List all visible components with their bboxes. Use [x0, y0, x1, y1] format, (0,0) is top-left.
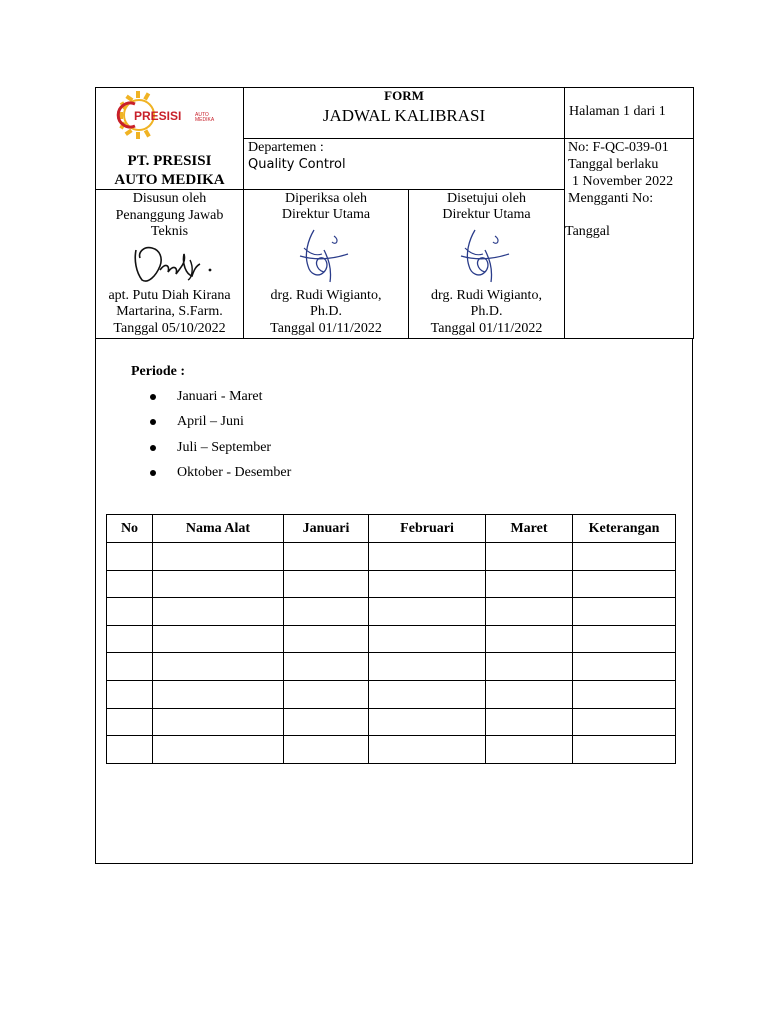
- periode-label: Periode :: [131, 364, 186, 379]
- divider: [243, 138, 694, 139]
- approval-date: Tanggal 01/11/2022: [270, 321, 382, 336]
- table-cell: [486, 570, 573, 598]
- approver-name: Martarina, S.Farm.: [116, 304, 223, 319]
- approval-date: Tanggal 05/10/2022: [113, 321, 226, 336]
- bullet-icon: [150, 394, 156, 400]
- bullet-icon: [150, 470, 156, 476]
- table-cell: [573, 680, 676, 708]
- approval-role: Direktur Utama: [442, 207, 531, 222]
- table-cell: [284, 625, 369, 653]
- table-cell: [369, 680, 486, 708]
- table-cell: [369, 598, 486, 626]
- divider: [95, 189, 565, 190]
- table-cell: [284, 598, 369, 626]
- table-row: [107, 598, 676, 626]
- signature-image: [296, 226, 352, 284]
- table-cell: [153, 708, 284, 736]
- table-cell: [486, 543, 573, 571]
- list-item: April – Juni: [150, 414, 291, 439]
- table-cell: [573, 653, 676, 681]
- table-cell: [573, 570, 676, 598]
- table-cell: [573, 708, 676, 736]
- table-cell: [153, 598, 284, 626]
- column-header: Januari: [284, 515, 369, 543]
- table-cell: [369, 543, 486, 571]
- approval-role: Disusun oleh: [132, 191, 207, 206]
- table-cell: [284, 680, 369, 708]
- column-header: Keterangan: [573, 515, 676, 543]
- table-row: [107, 708, 676, 736]
- effective-date: 1 November 2022: [572, 174, 674, 189]
- approver-name: drg. Rudi Wigianto,: [270, 288, 382, 303]
- page-info: Halaman 1 dari 1: [569, 104, 666, 119]
- table-cell: [153, 625, 284, 653]
- approver-name: drg. Rudi Wigianto,: [431, 288, 542, 303]
- form-label: FORM: [384, 88, 424, 103]
- approval-date: Tanggal 01/11/2022: [430, 321, 543, 336]
- table-row: [107, 625, 676, 653]
- table-cell: [284, 736, 369, 764]
- table-row: [107, 653, 676, 681]
- table-cell: [486, 708, 573, 736]
- table-cell: [573, 736, 676, 764]
- bullet-icon: [150, 419, 156, 425]
- table-cell: [284, 543, 369, 571]
- table-cell: [284, 708, 369, 736]
- approver-name: apt. Putu Diah Kirana: [108, 288, 231, 303]
- table-cell: [369, 570, 486, 598]
- replaces-label: Mengganti No:: [568, 191, 654, 206]
- table-cell: [369, 653, 486, 681]
- table-cell: [573, 543, 676, 571]
- department-value: Quality Control: [248, 157, 346, 172]
- doc-number: No: F-QC-039-01: [568, 140, 669, 155]
- document-title: JADWAL KALIBRASI: [322, 106, 486, 125]
- company-name-line1: PT. PRESISI: [127, 153, 212, 169]
- table-cell: [486, 653, 573, 681]
- table-header-row: [107, 515, 676, 543]
- table-cell: [486, 625, 573, 653]
- list-item: Oktober - Desember: [150, 465, 291, 490]
- signature-image: [130, 240, 220, 286]
- table-cell: [107, 570, 153, 598]
- approver-name: Ph.D.: [470, 304, 503, 319]
- signature-image: [457, 226, 513, 284]
- approval-role: Disetujui oleh: [447, 191, 526, 206]
- calibration-table: [106, 514, 676, 764]
- table-cell: [573, 598, 676, 626]
- logo-text: PRESISI: [134, 109, 182, 123]
- column-header: Nama Alat: [153, 515, 284, 543]
- table-cell: [153, 570, 284, 598]
- table-cell: [486, 736, 573, 764]
- approver-name: Ph.D.: [310, 304, 342, 319]
- table-cell: [486, 598, 573, 626]
- table-row: [107, 736, 676, 764]
- table-cell: [369, 736, 486, 764]
- table-cell: [107, 736, 153, 764]
- table-cell: [107, 598, 153, 626]
- company-name-line2: AUTO MEDIKA: [114, 172, 225, 188]
- logo-gear-icon: [113, 90, 223, 140]
- table-cell: [153, 653, 284, 681]
- table-cell: [153, 736, 284, 764]
- table-cell: [107, 543, 153, 571]
- column-header: No: [107, 515, 153, 543]
- column-header: Februari: [369, 515, 486, 543]
- approval-role: Teknis: [150, 224, 189, 239]
- table-cell: [107, 708, 153, 736]
- table-cell: [107, 653, 153, 681]
- bullet-icon: [150, 445, 156, 451]
- table-cell: [486, 680, 573, 708]
- approval-role: Diperiksa oleh: [284, 191, 368, 206]
- list-item: Januari - Maret: [150, 389, 291, 414]
- table-row: [107, 680, 676, 708]
- table-cell: [153, 680, 284, 708]
- company-logo: [113, 90, 223, 140]
- replaces-date-label: Tanggal: [565, 224, 610, 239]
- effective-label: Tanggal berlaku: [568, 157, 659, 172]
- periode-list: [150, 389, 291, 490]
- table-row: [107, 570, 676, 598]
- column-header: Maret: [486, 515, 573, 543]
- divider: [564, 87, 565, 339]
- table-cell: [153, 543, 284, 571]
- table-cell: [107, 680, 153, 708]
- table-cell: [284, 570, 369, 598]
- table-body: [107, 543, 676, 764]
- table-cell: [369, 625, 486, 653]
- svg-text:MEDIKA: MEDIKA: [195, 117, 215, 123]
- table-row: [107, 543, 676, 571]
- table-cell: [107, 625, 153, 653]
- table-cell: [369, 708, 486, 736]
- approval-role: Penanggung Jawab: [115, 208, 224, 223]
- table-cell: [573, 625, 676, 653]
- svg-text:AUTO: AUTO: [195, 112, 209, 118]
- list-item: Juli – September: [150, 440, 291, 465]
- department-label: Departemen :: [248, 140, 324, 155]
- approval-role: Direktur Utama: [281, 207, 371, 222]
- table-cell: [284, 653, 369, 681]
